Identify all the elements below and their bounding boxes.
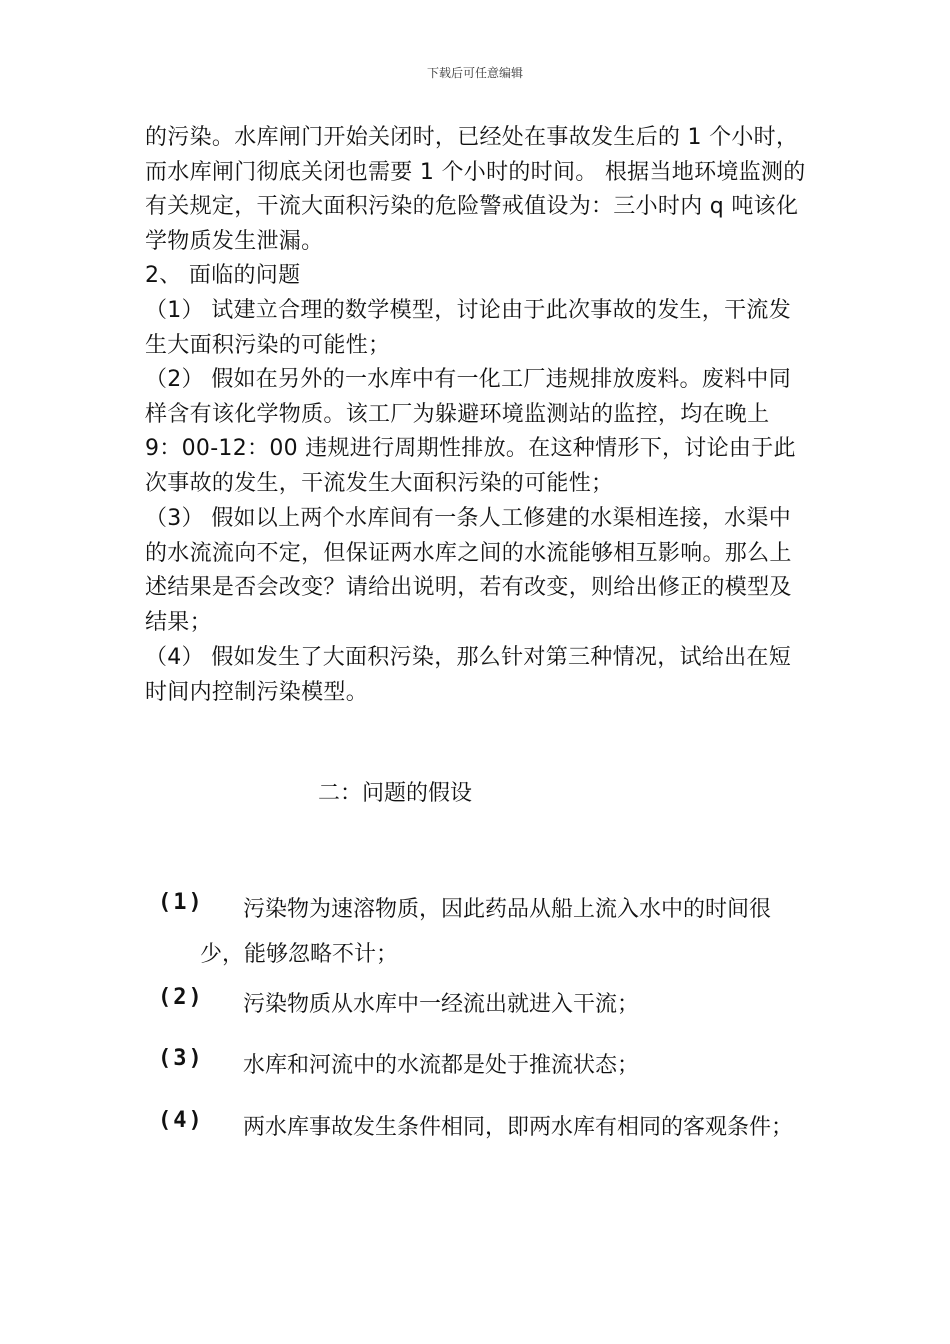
question-2: （2） 假如在另外的一水库中有一化工厂违规排放废料。废料中同样含有该化学物质。该工厂为躲避环境监测站的监控，均在晚上 9：00-12：00 违规进行周期性排放。在这种情形下，讨论由于此次事故的发生，干流发生大面积污染的可能性；	[145, 367, 796, 496]
assumption-2-text: 污染物质从水库中一经流出就进入干流；	[243, 992, 640, 1017]
intro-paragraph: 的污染。水库闸门开始关闭时，已经处在事故发生后的 1 个小时，而水库闸门彻底关闭也需要 1 个小时的时间。 根据当地环境监测的有关规定，干流大面积污染的危险警戒值设为：三小时内 q 吨该化学物质发生泄漏。	[145, 125, 806, 254]
assumption-3-number: (3)	[158, 1046, 204, 1071]
assumption-1-continuation: 少，能够忽略不计；	[200, 942, 399, 967]
question-3: （3） 假如以上两个水库间有一条人工修建的水渠相连接，水渠中的水流流向不定，但保证两水库之间的水流能够相互影响。那么上述结果是否会改变？请给出说明，若有改变，则给出修正的模型及结果；	[145, 506, 792, 635]
assumption-4-text: 两水库事故发生条件相同，即两水库有相同的客观条件；	[243, 1115, 794, 1140]
assumption-2-number: (2)	[158, 985, 204, 1010]
assumption-4-number: (4)	[158, 1108, 204, 1133]
assumption-3-text: 水库和河流中的水流都是处于推流状态；	[243, 1053, 640, 1078]
section-heading-problems: 2、 面临的问题	[145, 263, 301, 288]
assumption-1-number: (1)	[158, 890, 204, 915]
assumption-1-text: 污染物为速溶物质，因此药品从船上流入水中的时间很	[243, 897, 772, 922]
page-header: 下载后可任意编辑	[426, 66, 523, 80]
question-4: （4） 假如发生了大面积污染，那么针对第三种情况，试给出在短时间内控制污染模型。	[145, 645, 791, 705]
section-title-assumptions: 二：问题的假设	[318, 781, 473, 806]
question-1: （1） 试建立合理的数学模型，讨论由于此次事故的发生，干流发生大面积污染的可能性；	[145, 298, 791, 358]
